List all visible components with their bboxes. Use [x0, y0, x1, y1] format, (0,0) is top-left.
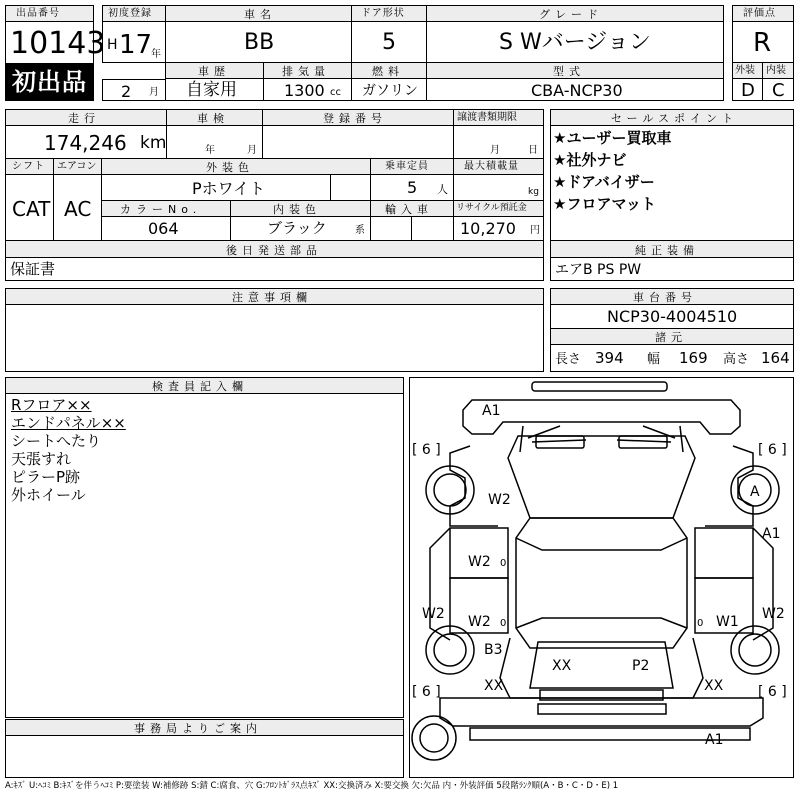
shift-label: シフト: [12, 161, 45, 172]
interior-color-cell: [230, 216, 371, 241]
mark-front-a1: A1: [482, 403, 501, 419]
mark-xx-rear-r: XX: [704, 678, 724, 694]
fuel-label: 燃料: [372, 65, 404, 78]
transfer-header: [453, 109, 544, 126]
sales-point-3: ★ドアバイザー: [553, 173, 655, 191]
first-registration-label: 初度登録: [108, 8, 152, 19]
recycle-fee: 10,270: [460, 219, 516, 238]
roof: [516, 518, 687, 648]
mark-tire-rf: [ 6 ]: [758, 442, 787, 458]
inspection-header: [166, 109, 263, 126]
door-label: ドア形状: [361, 8, 405, 19]
ac-cell: [53, 174, 102, 241]
grade-label: グレード: [539, 8, 603, 21]
interior-grade: C: [772, 80, 785, 101]
car-diagram-frame: [409, 377, 794, 778]
color-no-cell: [101, 216, 231, 241]
month-unit: 月: [149, 87, 159, 98]
mark-b3-rear-l: B3: [484, 642, 503, 658]
model-label: 型式: [553, 65, 585, 78]
color-cell: [101, 174, 331, 201]
sales-point-1: ★ユーザー買取車: [553, 129, 672, 147]
right-body-side: [753, 528, 773, 640]
import-header: [370, 200, 454, 217]
spare-wheel: [412, 716, 456, 760]
left-rear-wheel-inner: [434, 634, 466, 666]
yen-unit: 円: [530, 225, 540, 236]
width-value: 169: [679, 349, 708, 367]
mark-zero-l2: 0: [500, 618, 507, 629]
shift-header: [5, 158, 54, 175]
interior-grade-header: [762, 62, 794, 79]
era: H: [107, 37, 118, 53]
mark-tire-rr: [ 6 ]: [758, 684, 787, 700]
inspector-cell: [5, 393, 404, 718]
score: R: [753, 28, 772, 58]
hood: [508, 436, 695, 518]
import-cell-b: [411, 216, 454, 241]
grade: S Wバージョン: [499, 30, 651, 55]
genuine-equipment-label: 純正装備: [635, 244, 699, 257]
lot-number-label: 出品番号: [16, 8, 60, 19]
mileage-header: [5, 109, 167, 126]
mark-w1-rear-door-r: W1: [716, 614, 739, 630]
registration-year: 17: [119, 30, 153, 60]
cc-unit: cc: [330, 87, 341, 98]
import-label: 輸入車: [385, 203, 433, 216]
front-bumper: [463, 400, 740, 434]
displacement-cell: [263, 78, 352, 101]
notes-cell: [5, 304, 544, 372]
kg-unit: kg: [528, 187, 539, 197]
right-rear-wheel: [731, 626, 779, 674]
displacement: 1300: [284, 81, 325, 100]
model: CBA-NCP30: [531, 81, 623, 100]
later-parts-cell: [5, 257, 544, 281]
capacity-label: 乗車定員: [385, 161, 429, 172]
plate-label: 登録番号: [323, 112, 387, 125]
inspector-header: [5, 377, 404, 394]
chassis-number: NCP30-4004510: [607, 307, 738, 326]
mark-w2-rear-door-l: W2: [468, 614, 491, 630]
capacity: 5: [407, 178, 418, 197]
car-diagram: [410, 378, 793, 777]
chassis-cell: [550, 304, 794, 329]
color-header: [101, 158, 371, 175]
inspector-line-2: エンドパネル××: [11, 414, 126, 432]
color-no-label: カラーNo.: [120, 203, 202, 216]
sales-points-cell: [550, 125, 794, 258]
mark-a-fender-r: A: [750, 484, 760, 500]
color-no-header: [101, 200, 231, 217]
mark-tire-lr: [ 6 ]: [412, 684, 441, 700]
door-cell: [351, 21, 427, 63]
shift: CAT: [12, 197, 51, 221]
mileage: 174,246: [44, 131, 127, 155]
lot-number-cell: [5, 21, 106, 64]
length-label: 長さ: [555, 352, 582, 367]
sales-points-header: [550, 109, 794, 126]
lot-number: 10143: [10, 26, 106, 61]
year-unit: 年: [151, 49, 161, 60]
inspector-line-6: 外ホイール: [11, 486, 86, 504]
grade-header: [426, 5, 724, 22]
left-front-door: [450, 528, 508, 578]
dimensions-header: [550, 328, 794, 345]
notes-label: 注意事項欄: [232, 291, 312, 304]
score-label: 評価点: [743, 8, 776, 19]
car-name: BB: [244, 30, 275, 55]
color-number: 064: [148, 219, 179, 238]
inspection-year-unit: 年: [205, 145, 215, 156]
mark-w2-quarter-l: W2: [422, 606, 445, 622]
car-name-cell: [165, 21, 352, 63]
mark-rear-a1: A1: [705, 732, 724, 748]
recycle-header: [453, 200, 544, 217]
plate-header: [262, 109, 454, 126]
door-header: [351, 5, 427, 22]
mark-w2-front-door-l: W2: [468, 554, 491, 570]
dimensions-cell: [550, 344, 794, 372]
inspection-label: 車検: [197, 112, 229, 125]
history-label: 車歴: [198, 65, 230, 78]
fuel: ガソリン: [362, 83, 418, 99]
score-cell: [732, 21, 794, 63]
right-front-door: [695, 528, 753, 578]
shift-cell: [5, 174, 54, 241]
interior-color-label: 内装色: [273, 203, 321, 216]
rear-quarter: [500, 638, 703, 698]
exterior-grade-cell: [732, 78, 763, 101]
model-header: [426, 62, 724, 79]
history-cell: [165, 78, 264, 101]
sales-points-label: セールスポイント: [611, 112, 739, 125]
mileage-cell: [5, 125, 167, 159]
first-registration-cell: [102, 21, 166, 63]
dimensions-label: 諸元: [655, 331, 687, 344]
capacity-cell: [370, 174, 454, 201]
registration-month: 2: [121, 82, 132, 101]
car-name-label: 車名: [244, 8, 276, 21]
transfer-label: 譲渡書類期限: [457, 112, 517, 123]
office-cell: [5, 735, 404, 778]
mark-xx-rear-l: XX: [484, 678, 504, 694]
mark-w2-quarter-r: W2: [762, 606, 785, 622]
interior-color: ブラック: [267, 219, 327, 237]
inspection-cell: [166, 125, 263, 159]
mark-zero-r: 0: [697, 618, 704, 629]
color-label: 外装色: [206, 161, 254, 174]
mark-a1-fender-r: A1: [762, 526, 781, 542]
color-extra-cell: [330, 174, 371, 201]
recycle-cell: [453, 216, 544, 241]
interior-grade-cell: [762, 78, 794, 101]
load-header: [453, 158, 544, 175]
sales-point-2: ★社外ナビ: [553, 151, 627, 169]
model-cell: [426, 78, 724, 101]
exterior-color: Pホワイト: [192, 179, 266, 198]
mark-zero-l1: 0: [500, 558, 507, 569]
load-cell: [453, 174, 544, 201]
plate-cell: [262, 125, 454, 159]
inspection-month-unit: 月: [247, 145, 257, 156]
height-value: 164: [761, 349, 790, 367]
genuine-equipment: エアB PS PW: [555, 262, 642, 278]
genuine-equipment-header: [550, 240, 794, 258]
roof-front-line: [516, 538, 687, 550]
first-registration-header: [102, 5, 166, 22]
later-parts-header: [5, 240, 544, 258]
load-label: 最大積載量: [464, 161, 519, 172]
history-header: [165, 62, 264, 79]
import-cell-a: [370, 216, 412, 241]
car-name-header: [165, 5, 352, 22]
roof-rear-line: [516, 618, 687, 628]
transfer-month-unit: 月: [490, 145, 500, 156]
interior-grade-label: 内装: [766, 65, 786, 76]
grade-cell: [426, 21, 724, 63]
right-front-fender: [705, 446, 753, 526]
spare-wheel-inner: [420, 724, 448, 752]
exterior-grade: D: [741, 80, 755, 101]
fuel-header: [351, 62, 427, 79]
legend: A:ｷｽﾞ U:ﾍｺﾐ B:ｷｽﾞを伴うﾍｺﾐ P:要塗装 W:補修跡 S:錆 C:腐食、穴 G:ﾌﾛﾝﾄｶﾞﾗｽ点ｷｽﾞ XX:交換済み X:要交換 欠:欠品 内・外装評価 5段階ﾗﾝｸ順(A・B・C・D・E) 1: [5, 781, 619, 791]
kei-suffix: 系: [355, 225, 365, 236]
chassis-header: [550, 288, 794, 305]
transfer-cell: [453, 125, 544, 159]
notes-header: [5, 288, 544, 305]
inspector-line-4: 天張すれ: [11, 450, 72, 468]
left-front-wheel-inner: [434, 474, 466, 506]
inspector-line-3: シートへたり: [11, 432, 102, 450]
vent-lines: [532, 440, 671, 442]
genuine-equipment-cell: [550, 257, 794, 281]
ac-label: エアコン: [57, 161, 97, 172]
interior-color-header: [230, 200, 371, 217]
mark-tire-lf: [ 6 ]: [412, 442, 441, 458]
capacity-header: [370, 158, 454, 175]
mileage-label: 走行: [68, 112, 100, 125]
exterior-grade-header: [732, 62, 763, 79]
chassis-label: 車台番号: [633, 291, 697, 304]
office-header: [5, 719, 404, 736]
mark-w2-fender-l: W2: [488, 492, 511, 508]
mark-p2-roof-rear: P2: [632, 658, 650, 674]
transfer-day-unit: 日: [528, 145, 538, 156]
ac-header: [53, 158, 102, 175]
later-parts: 保証書: [10, 260, 56, 278]
fuel-cell: [351, 78, 427, 101]
inspector-label: 検査員記入欄: [152, 380, 248, 393]
height-label: 高さ: [723, 352, 750, 367]
history: 自家用: [186, 80, 237, 100]
left-body-side: [430, 528, 450, 640]
inspector-line-1: Rフロア××: [11, 396, 92, 414]
rear-bumper-bar: [538, 704, 666, 714]
exterior-grade-label: 外装: [735, 65, 755, 76]
front-bumper-bar: [532, 382, 667, 391]
mark-xx-floor-l: XX: [552, 658, 572, 674]
displacement-header: [263, 62, 352, 79]
lot-number-header: [5, 5, 94, 22]
first-listing-label: 初出品: [12, 68, 87, 96]
length-value: 394: [595, 349, 624, 367]
km-unit: km: [140, 133, 167, 153]
rear-bumper: [440, 698, 763, 726]
first-listing-badge: [5, 63, 94, 101]
office-label: 事務局よりご案内: [134, 722, 262, 735]
score-header: [732, 5, 794, 22]
registration-month-cell: [102, 79, 166, 101]
width-label: 幅: [647, 352, 661, 367]
recycle-label: リサイクル預託金: [456, 203, 527, 213]
air-conditioner: AC: [64, 197, 92, 221]
sales-point-4: ★フロアマット: [553, 195, 656, 213]
inspector-line-5: ピラーP跡: [11, 468, 81, 486]
displacement-label: 排気量: [282, 65, 330, 78]
later-parts-label: 後日発送部品: [226, 244, 322, 257]
person-unit: 人: [437, 183, 448, 196]
door-count: 5: [382, 30, 396, 55]
